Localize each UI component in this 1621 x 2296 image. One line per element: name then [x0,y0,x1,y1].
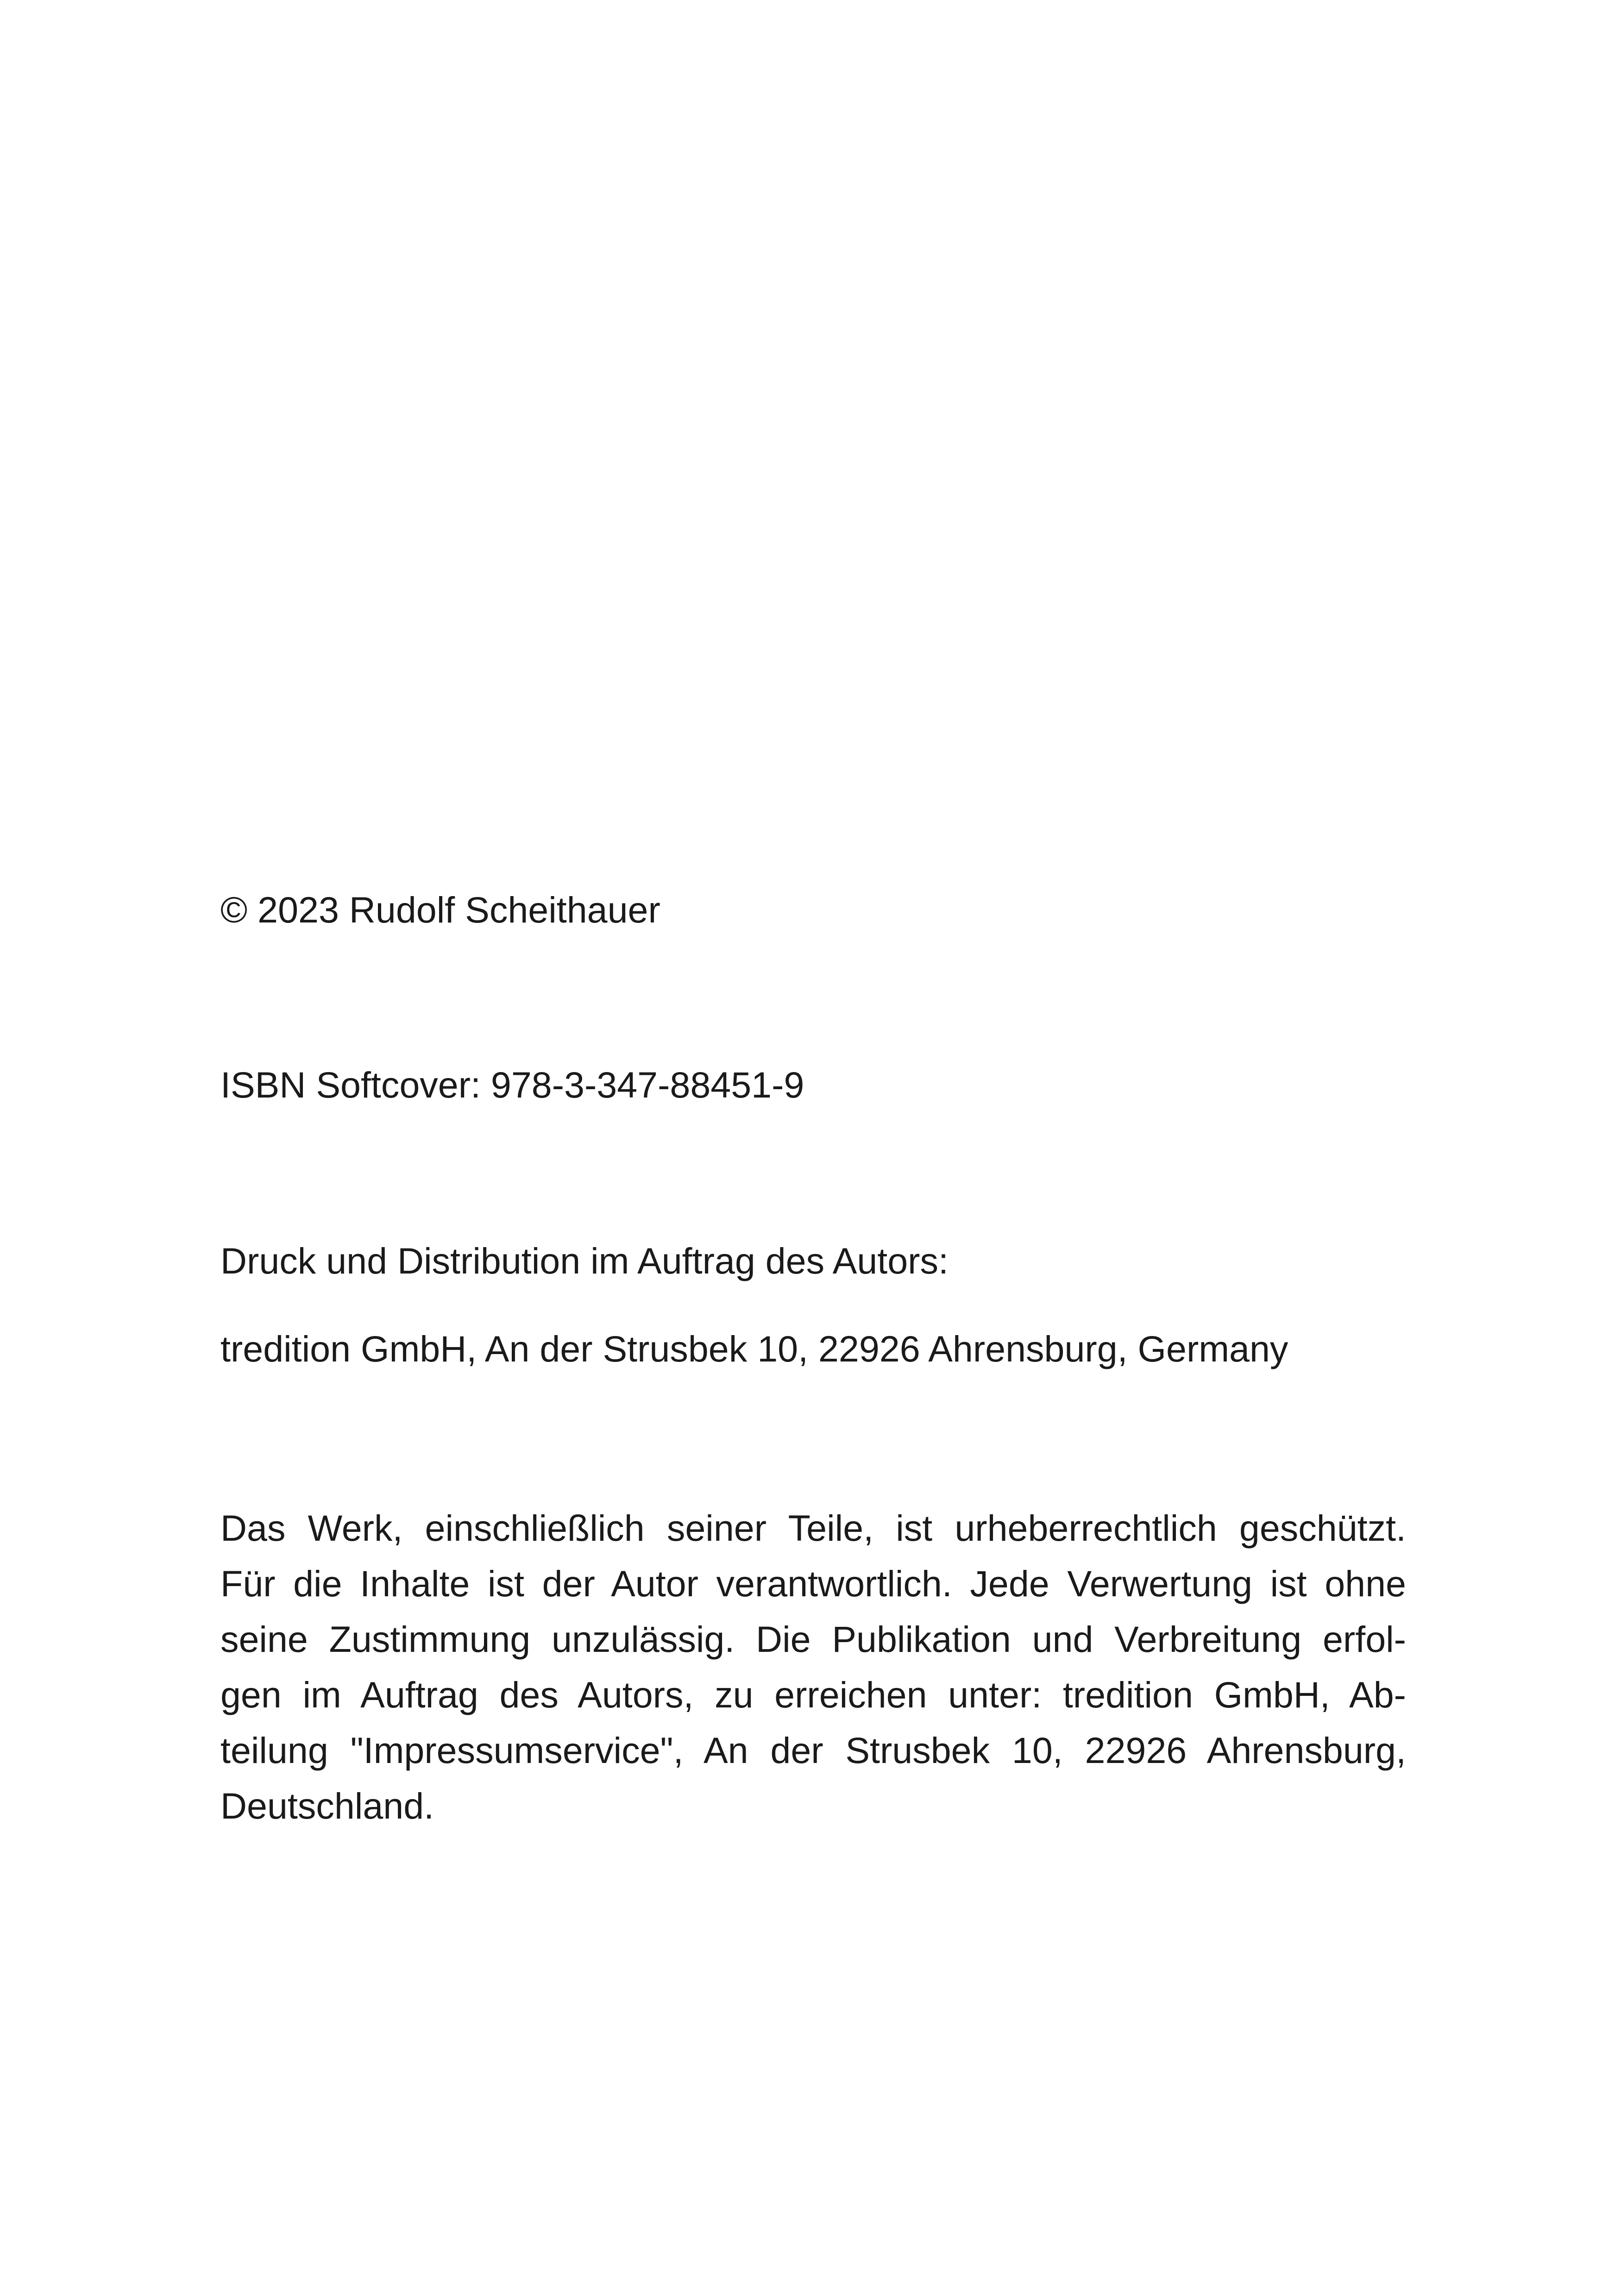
legal-notice [220,1500,1406,1834]
distribution-label: Druck und Distribution im Auftrag des Autors: [220,1240,949,1281]
legal-notice-line: Deutschland. [220,1785,434,1826]
legal-notice-line: Das Werk, einschließlich seiner Teile, ist urheberrechtlich geschützt. [220,1507,1406,1549]
legal-notice-line: teilung "Impressumservice", An der Strusbek 10, 22926 Ahrensburg, [220,1730,1406,1771]
legal-notice-line: gen im Auftrag des Autors, zu erreichen unter: tredition GmbH, Ab- [220,1674,1406,1715]
distribution-address: tredition GmbH, An der Strusbek 10, 22926 Ahrensburg, Germany [220,1328,1288,1369]
copyright-notice: © 2023 Rudolf Scheithauer [220,889,660,930]
legal-notice-line: Für die Inhalte ist der Autor verantwortlich. Jede Verwertung ist ohne [220,1563,1406,1604]
legal-notice-line: seine Zustimmung unzulässig. Die Publikation und Verbreitung erfol- [220,1618,1406,1660]
isbn-line: ISBN Softcover: 978-3-347-88451-9 [220,1064,804,1105]
